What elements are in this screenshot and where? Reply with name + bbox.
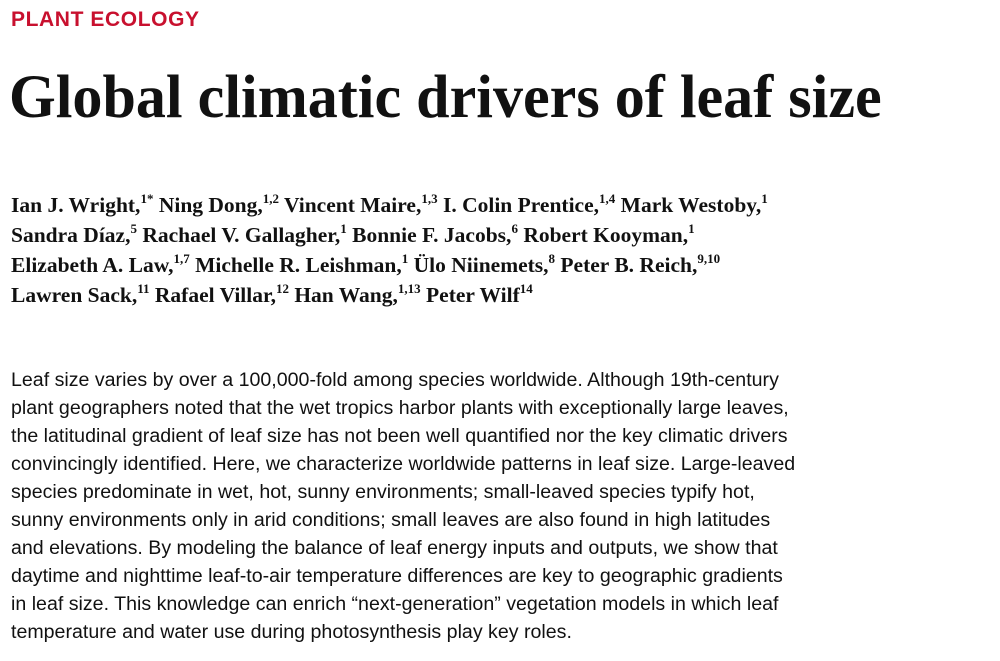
author[interactable]: Ülo Niinemets,$^8$ [413,250,556,277]
author[interactable]: Rafael Villar,$^{12}$ [154,280,289,307]
author-line [11,190,991,220]
author[interactable]: Robert Kooyman,$^1$ [523,220,695,247]
abstract-line: species predominate in wet, hot, sunny environments; small-leaved species typify hot, [11,481,755,503]
author-line [11,280,991,310]
author[interactable]: Peter B. Reich,$^{9,10}$ [560,250,721,277]
abstract-line: sunny environments only in arid conditions; small leaves are also found in high latitudes [11,509,771,531]
author[interactable]: Bonnie F. Jacobs,$^6$ [352,220,518,247]
author-list [11,190,991,310]
section-label: PLANT ECOLOGY [11,8,200,31]
author[interactable]: Sandra Díaz,$^5$ [11,220,137,247]
author[interactable]: Lawren Sack,$^{11}$ [11,280,150,307]
abstract-line: the latitudinal gradient of leaf size has not been well quantified nor the key climatic drivers [11,425,788,447]
abstract-line: Leaf size varies by over a 100,000-fold among species worldwide. Although 19th-century [11,369,779,391]
abstract-line: in leaf size. This knowledge can enrich “next-generation” vegetation models in which leaf [11,593,779,615]
abstract-line: daytime and nighttime leaf-to-air temperature differences are key to geographic gradients [11,565,783,587]
author[interactable]: I. Colin Prentice,$^{1,4}$ [442,190,616,217]
author[interactable]: Michelle R. Leishman,$^1$ [195,250,409,277]
author[interactable]: Ning Dong,$^{1,2}$ [158,190,280,217]
author-line [11,220,991,250]
abstract-line: temperature and water use during photosynthesis play key roles. [11,621,572,643]
abstract-line: and elevations. By modeling the balance of leaf energy inputs and outputs, we show that [11,537,778,559]
author[interactable]: Rachael V. Gallagher,$^1$ [142,220,347,247]
article-title: Global climatic drivers of leaf size [9,64,882,131]
abstract-line: convincingly identified. Here, we characterize worldwide patterns in leaf size. Large-leaved [11,453,796,475]
author[interactable]: Mark Westoby,$^1$ [620,190,768,217]
author[interactable]: Vincent Maire,$^{1,3}$ [284,190,438,217]
author[interactable]: Peter Wilf$^{14}$ [426,280,533,307]
abstract [11,366,996,646]
author[interactable]: Elizabeth A. Law,$^{1,7}$ [11,250,190,277]
author-line [11,250,991,280]
abstract-line: plant geographers noted that the wet tropics harbor plants with exceptionally large leaves, [11,397,789,419]
author[interactable]: Han Wang,$^{1,13}$ [294,280,421,307]
author[interactable]: Ian J. Wright,$^{1*}$ [11,190,154,217]
